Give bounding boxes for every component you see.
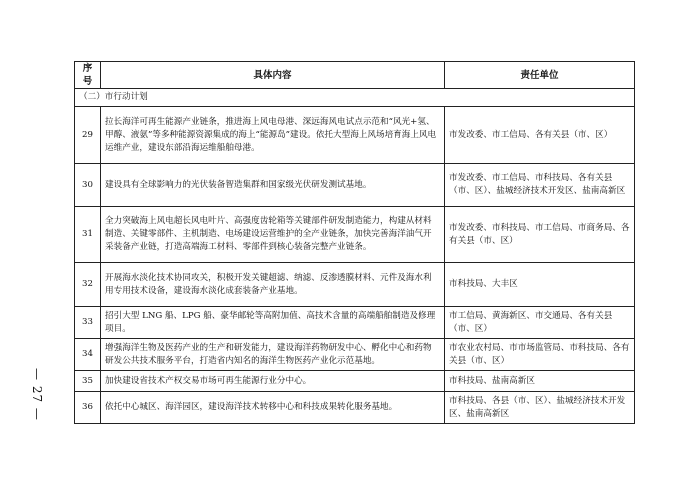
- header-content: 具体内容: [101, 62, 445, 89]
- section-label: （二）市行动计划: [75, 89, 635, 107]
- row-content: 招引大型 LNG 船、LPG 船、豪华邮轮等高附加值、高技术含量的高端船舶制造及修理项目。: [101, 307, 445, 339]
- row-unit: 市科技局、盐南高新区: [445, 371, 635, 392]
- row-number: 30: [75, 164, 101, 207]
- task-table: [74, 61, 635, 424]
- table-row: [75, 339, 635, 371]
- row-unit: 市科技局、各县（市、区）、盐城经济技术开发区、盐南高新区: [445, 392, 635, 424]
- row-content: 开展海水淡化技术协同攻关，积极开发关键超滤、纳滤、反渗透膜材料、元件及海水利用专用技术设备，建设海水淡化成套装备产业基地。: [101, 263, 445, 307]
- table-row: [75, 107, 635, 164]
- row-unit: 市农业农村局、市市场监管局、市科技局、各有关县（市、区）: [445, 339, 635, 371]
- section-row: [75, 89, 635, 107]
- row-number: 33: [75, 307, 101, 339]
- row-content: 拉长海洋可再生能源产业链条，推进海上风电母港、深远海风电试点示范和“风光+氢、甲醇、液氨”等多种能源资源集成的海上“能源岛”建设。依托大型海上风场培育海上风电运维产业，建设东部沿海运维船舶母港。: [101, 107, 445, 164]
- header-no: 序号: [75, 62, 101, 89]
- header-unit: 责任单位: [445, 62, 635, 89]
- row-number: 35: [75, 371, 101, 392]
- table-row: [75, 392, 635, 424]
- table-row: [75, 371, 635, 392]
- row-number: 36: [75, 392, 101, 424]
- table-row: [75, 164, 635, 207]
- row-number: 31: [75, 207, 101, 263]
- row-content: 增强海洋生物及医药产业的生产和研发能力，建设海洋药物研发中心、孵化中心和药物研发公共技术服务平台，打造省内知名的海洋生物医药产业化示范基地。: [101, 339, 445, 371]
- table-row: [75, 207, 635, 263]
- row-content: 建设具有全球影响力的光伏装备智造集群和国家级光伏研发测试基地。: [101, 164, 445, 207]
- row-unit: 市发改委、市工信局、市科技局、各有关县（市、区）、盐城经济技术开发区、盐南高新区: [445, 164, 635, 207]
- row-unit: 市发改委、市工信局、各有关县（市、区）: [445, 107, 635, 164]
- page-number: — 27 —: [30, 368, 44, 421]
- row-content: 加快建设省技术产权交易市场可再生能源行业分中心。: [101, 371, 445, 392]
- row-unit: 市工信局、黄海新区、市交通局、各有关县（市、区）: [445, 307, 635, 339]
- row-content: 依托中心城区、海洋园区，建设海洋技术转移中心和科技成果转化服务基地。: [101, 392, 445, 424]
- row-unit: 市发改委、市科技局、市工信局、市商务局、各有关县（市、区）: [445, 207, 635, 263]
- header-row: [75, 62, 635, 89]
- table-row: [75, 263, 635, 307]
- table-row: [75, 307, 635, 339]
- row-number: 32: [75, 263, 101, 307]
- row-unit: 市科技局、大丰区: [445, 263, 635, 307]
- row-number: 29: [75, 107, 101, 164]
- row-number: 34: [75, 339, 101, 371]
- row-content: 全力突破海上风电超长风电叶片、高强度齿轮箱等关键部件研发制造能力，构建从材料制造、关键零部件、主机制造、电场建设运营维护的全产业链条，加快完善海洋油气开采装备产业链，打造高端海工材料、零部件到核心装备完整产业链条。: [101, 207, 445, 263]
